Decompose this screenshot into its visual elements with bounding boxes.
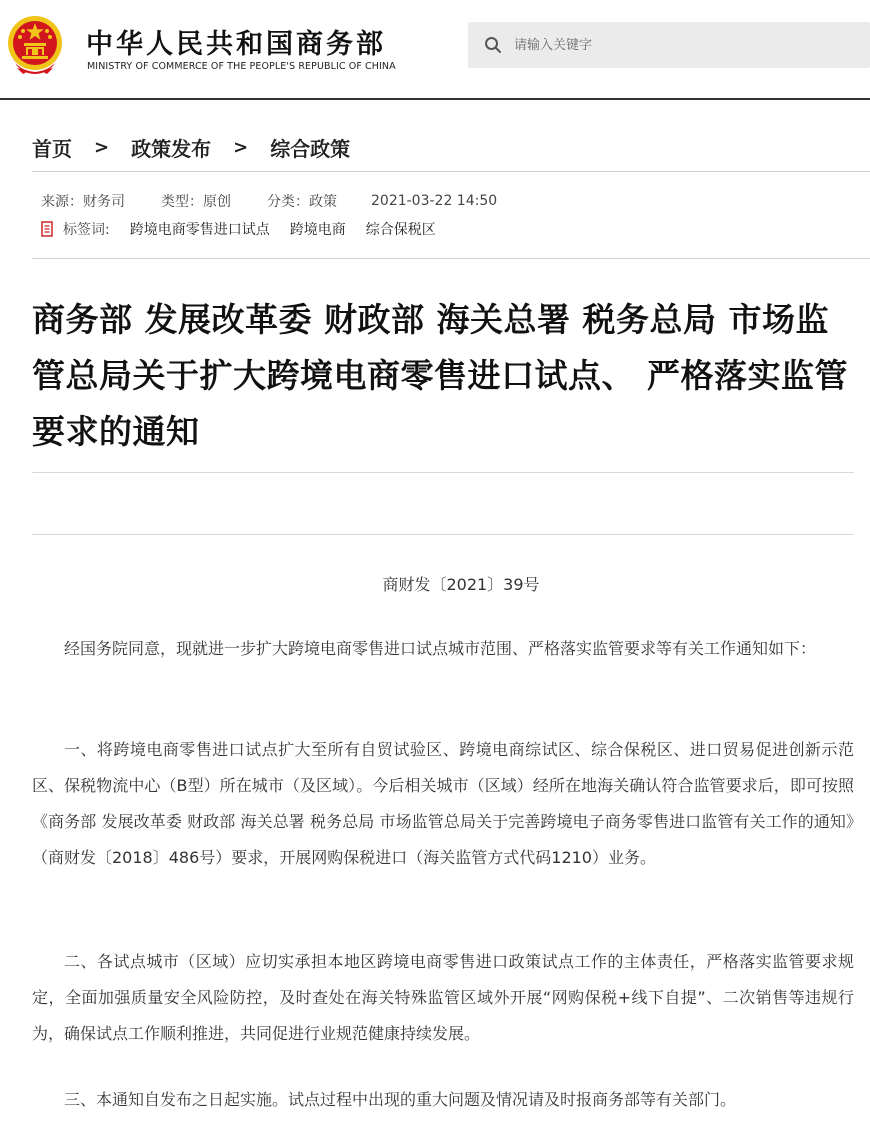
site-header [0,0,870,100]
divider [32,171,870,172]
tags-label: 标签词: [63,222,110,238]
divider [32,472,854,473]
breadcrumb-separator: > [94,136,110,158]
meta-category: 分类：政策 [267,194,337,210]
article-meta [41,192,497,210]
tag-link[interactable]: 跨境电商零售进口试点 [129,222,270,238]
ministry-name-en[interactable]: MINISTRY OF COMMERCE OF THE PEOPLE'S REPUBLIC OF CHINA [87,61,396,72]
divider [32,258,870,259]
ministry-name-cn[interactable]: 中华人民共和国商务部 [86,29,386,60]
national-emblem-icon[interactable] [5,14,65,76]
article-title: 商务部 发展改革委 财政部 海关总署 税务总局 市场监管总局关于扩大跨境电商零售进口试点、 严格落实监管要求的通知 [32,300,848,451]
article-paragraph: 一、将跨境电商零售进口试点扩大至所有自贸试验区、跨境电商综试区、综合保税区、进口贸易促进创新示范区、保税物流中心（B型）所在城市（及区域）。今后相关城市（区域）经所在地海关确认符合监管要求后，即可按照《商务部 发展改革委 财政部 海关总署 税务总局 市场监管总局关于完善跨境电子商务零售进口监管有关工作的通知》（商财发〔2018〕486号）要求，开展网购保税进口（海关监管方式代码1210）业务。 [32,740,854,867]
breadcrumb-general-policy-link[interactable]: 综合政策 [270,136,351,161]
meta-type: 类型：原创 [161,194,231,210]
article-paragraph: 经国务院同意，现就进一步扩大跨境电商零售进口试点城市范围、严格落实监管要求等有关工作通知如下： [64,639,817,658]
tag-link[interactable]: 跨境电商 [289,222,346,238]
search-icon[interactable] [484,36,502,54]
tag-icon [41,221,53,237]
tag-link[interactable]: 综合保税区 [365,222,436,238]
breadcrumb-separator: > [233,136,249,158]
article-paragraph: 三、本通知自发布之日起实施。试点过程中出现的重大问题及情况请及时报商务部等有关部门。 [64,1090,737,1109]
search-box[interactable] [468,22,870,68]
breadcrumb [32,132,350,162]
divider [32,534,854,535]
breadcrumb-policy-release-link[interactable]: 政策发布 [131,136,212,161]
search-input[interactable] [514,22,854,68]
meta-datetime: 2021-03-22 14:50 [371,193,498,209]
document-number: 商财发〔2021〕39号 [382,575,540,594]
article-tags [41,220,456,238]
breadcrumb-home-link[interactable]: 首页 [32,136,72,161]
meta-source: 来源：财务司 [41,194,125,210]
article-paragraph: 二、各试点城市（区域）应切实承担本地区跨境电商零售进口政策试点工作的主体责任，严格落实监管要求规定，全面加强质量安全风险防控，及时查处在海关特殊监管区域外开展“网购保税+线下自提”、二次销售等违规行为，确保试点工作顺利推进，共同促进行业规范健康持续发展。 [32,952,854,1043]
